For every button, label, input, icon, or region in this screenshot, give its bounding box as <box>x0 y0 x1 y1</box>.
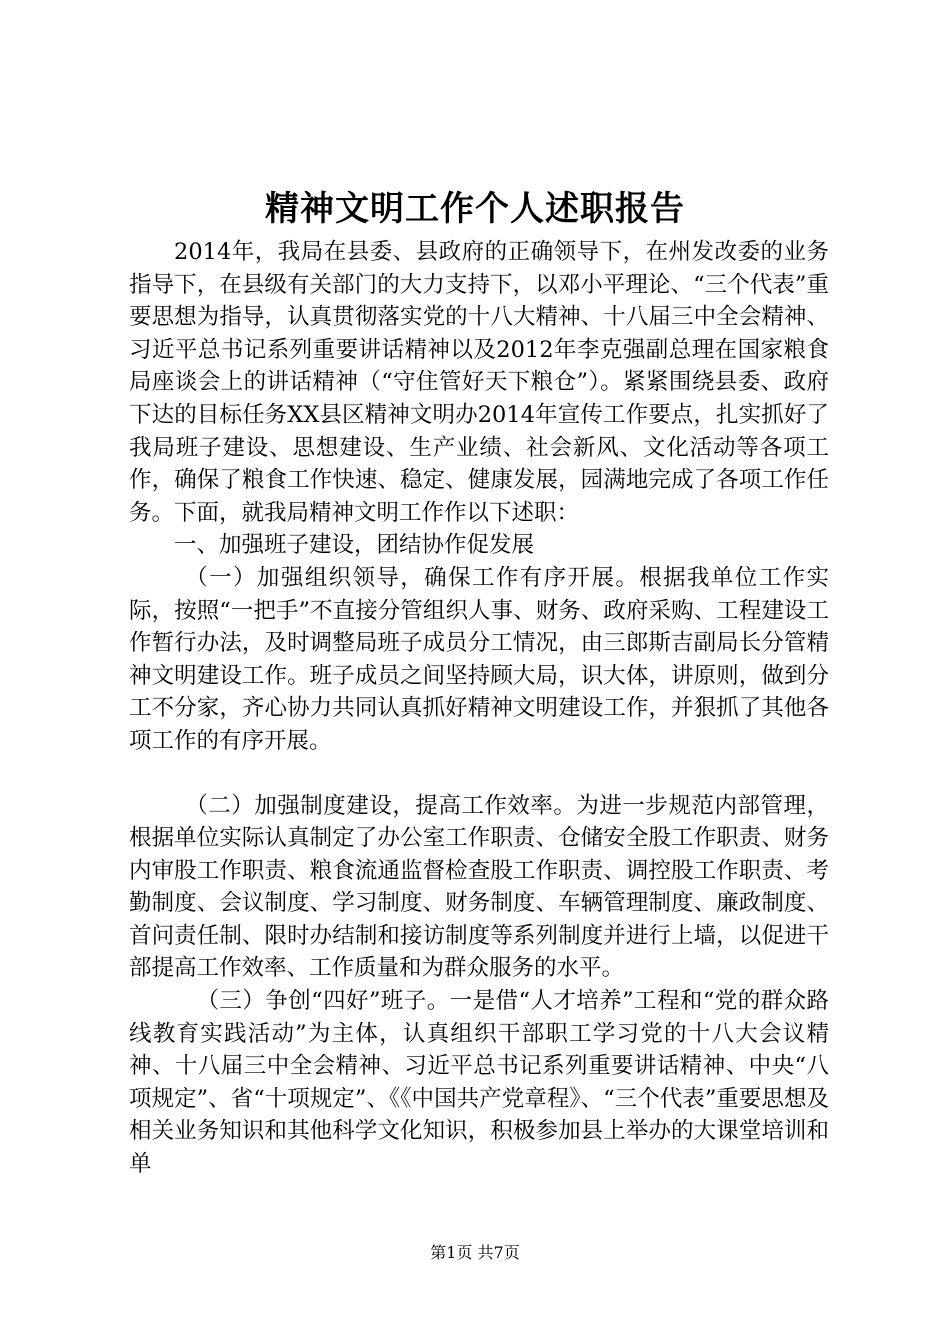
page-footer: 第1页 共7页 <box>430 1243 520 1262</box>
paragraph-item-2: （二）加强制度建设，提高工作效率。为进一步规范内部管理，根据单位实际认真制定了办公室工作职责、仓储安全股工作职责、财务内审股工作职责、粮食流通监督检查股工作职责、调控股工作职责、考勤制度、会议制度、学习制度、财务制度、车辆管理制度、廉政制度、首问责任制、限时办结制和接访制度等系列制度并进行上墙，以促进干部提高工作效率、工作质量和为群众服务的水平。 <box>129 792 829 982</box>
document-title: 精神文明工作个人述职报告 <box>265 189 685 229</box>
paragraph-spacer <box>129 758 829 790</box>
section-heading-1: 一、加强班子建设，团结协作促发展 <box>174 532 535 559</box>
paragraph-intro: 2014年，我局在县委、县政府的正确领导下，在州发改委的业务指导下，在县级有关部门的大力支持下，以邓小平理论、“三个代表”重要思想为指导，认真贯彻落实党的十八大精神、十八届三中全会精神、习近平总书记系列重要讲话精神以及2012年李克强副总理在国家粮食局座谈会上的讲话精神（“守住管好天下粮仓”）。紧紧围绕县委、政府下达的目标任务XX县区精神文明办2014年宣传工作要点，扎实抓好了我局班子建设、思想建设、生产业绩、社会新风、文化活动等各项工作，确保了粮食工作快速、稳定、健康发展，园满地完成了各项工作任务。下面，就我局精神文明工作作以下述职： <box>129 239 829 526</box>
document-body <box>129 236 829 1181</box>
paragraph-item-1: （一）加强组织领导，确保工作有序开展。根据我单位工作实际，按照“一把手”不直接分管组织人事、财务、政府采购、工程建设工作暂行办法，及时调整局班子成员分工情况，由三郎斯吉副局长分管精神文明建设工作。班子成员之间坚持顾大局，识大体，讲原则，做到分工不分家，齐心协力共同认真抓好精神文明建设工作，并狠抓了其他各项工作的有序开展。 <box>129 564 829 754</box>
paragraph-item-3: （三）争创“四好”班子。一是借“人才培养”工程和“党的群众路线教育实践活动”为主体，认真组织干部职工学习党的十八大会议精神、十八届三中全会精神、习近平总书记系列重要讲话精神、中央“八项规定”、省“十项规定”、《《中国共产党章程》、“三个代表”重要思想及相关业务知识和其他科学文化知识，积极参加县上举办的大课堂培训和单 <box>129 988 829 1178</box>
